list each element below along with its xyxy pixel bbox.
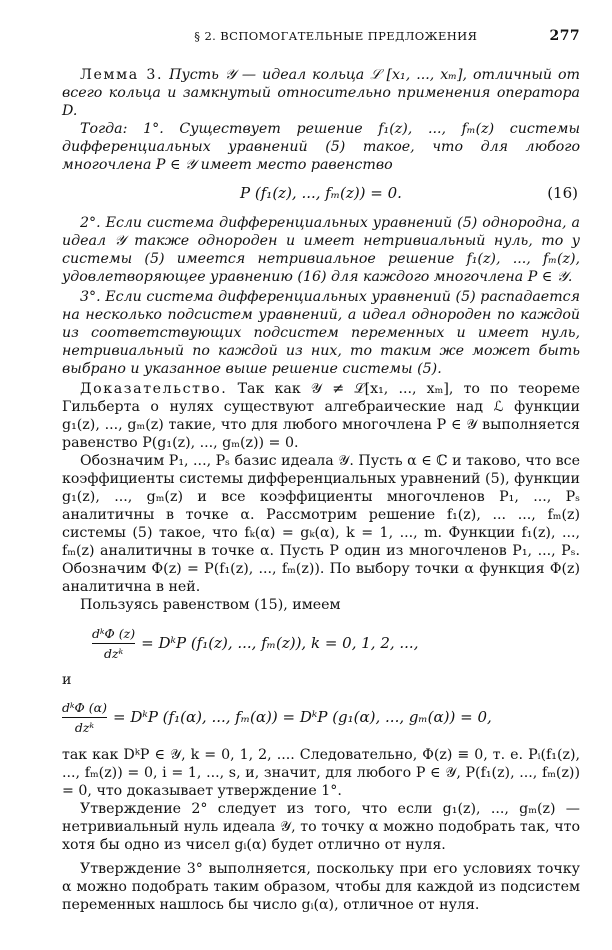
equation-1-denominator: dzᵏ [103,645,124,661]
equation-2-numerator: dᵏΦ (α) [62,699,107,715]
lemma-text: Пусть 𝒴 — идеал кольца ℒ [x₁, ..., xₘ], отличный от всего кольца и замкнутый относительно применения оператора D. [62,67,580,119]
page [62,28,580,914]
proof-paragraph-5: Утверждение 2° следует из того, что если g₁(z), ..., gₘ(z) — нетривиальный нуль идеала 𝒴, то точку α можно подобрать так, что хотя бы одно из чисел gᵢ(α) будет отлично от нуля. [62,801,580,853]
formula-16 [62,182,580,204]
running-header [62,28,580,44]
proof-paragraph-1 [62,380,580,452]
formula-16-body: P (f₁(z), ..., fₘ(z)) = 0. [240,184,402,202]
point-1-text: 1°. Существует решение f₁(z), ..., fₘ(z) системы дифференциальных уравнений (5) такое, что для любого многочлена P ∈ 𝒴 имеет место равенство [62,121,581,173]
equation-2-denominator: dzᵏ [74,719,95,735]
page-number: 277 [549,28,580,44]
equation-2-fraction [62,700,107,735]
equation-1-rhs: = DᵏP (f₁(z), ..., fₘ(z)), k = 0, 1, 2, ..., [141,634,419,652]
lemma-label: Лемма 3. [80,67,164,83]
proof-label: Доказательство. [80,381,228,397]
equation-2 [62,694,580,740]
proof-paragraph-6: Утверждение 3° выполняется, поскольку при его условиях точку α можно подобрать таким образом, чтобы для каждой из подсистем переменных нашлось бы число gᵢ(α), отличное от нуля. [62,861,580,913]
lemma-point-2: 2°. Если система дифференциальных уравнений (5) однородна, а идеал 𝒴 также однороден и имеет нетривиальный нуль, то у системы (5) имеется нетривиальное решение f₁(z), ..., fₘ(z), удовлетворяющее уравнению (16) для каждого многочлена P ∈ 𝒴. [62,215,580,285]
conjunction: и [62,672,72,688]
lemma-point-3: 3°. Если система дифференциальных уравнений (5) распадается на несколько подсистем уравнений, а идеал однороден по каждой из соответствующих подсистем переменных и имеет нуль, нетривиальный по каждой из них, то таким же может быть выбрано и указанное выше решение системы (5). [62,289,580,377]
proof-paragraph-2: Обозначим P₁, ..., Pₛ базис идеала 𝒴. Пусть α ∈ ℂ и таково, что все коэффициенты системы дифференциальных уравнений (5), функции g₁(z), ..., gₘ(z) и все коэффициенты многочленов P₁, ..., Pₛ аналитичны в точке α. Рассмотрим решение f₁(z), ... ..., fₘ(z) системы (5) такое, что fₖ(α) = gₖ(α), k = 1, ..., m. Функции f₁(z), ..., fₘ(z) аналитичны в точке α. Пусть P один из многочленов P₁, ..., Pₛ. Обозначим Φ(z) = P(f₁(z), ..., fₘ(z)). По выбору точки α функция Φ(z) аналитична в ней. [62,453,580,595]
equation-1-numerator: dᵏΦ (z) [92,625,136,641]
proof-p1-text: Так как 𝒴 ≠ ℒ[x₁, ..., xₘ], то по теореме Гильберта о нулях существуют алгебраические над ℒ функции g₁(z), ..., gₘ(z) такие, что для любого многочлена P ∈ 𝒴 выполняется равенство P(g₁(z), ..., gₘ(z)) = 0. [62,381,580,451]
formula-16-tag: (16) [547,184,578,202]
proof-paragraph-4: так как DᵏP ∈ 𝒴, k = 0, 1, 2, .... Следовательно, Φ(z) ≡ 0, т. е. Pᵢ(f₁(z), ..., fₘ(z)) = 0, i = 1, ..., s, и, значит, для любого P ∈ 𝒴, P(f₁(z), ..., fₘ(z)) = 0, что доказывает утверждение 1°. [62,747,580,799]
equation-2-rhs: = DᵏP (f₁(α), ..., fₘ(α)) = DᵏP (g₁(α), ..., gₘ(α)) = 0, [112,708,492,726]
lemma-statement [62,66,580,120]
equation-1-fraction [92,626,135,661]
equation-1 [62,620,580,666]
section-title: § 2. ВСПОМОГАТЕЛЬНЫЕ ПРЕДЛОЖЕНИЯ [194,29,478,43]
then-label: Тогда: [80,121,128,137]
proof-paragraph-3: Пользуясь равенством (15), имеем [80,597,341,613]
lemma-point-1 [62,120,580,174]
